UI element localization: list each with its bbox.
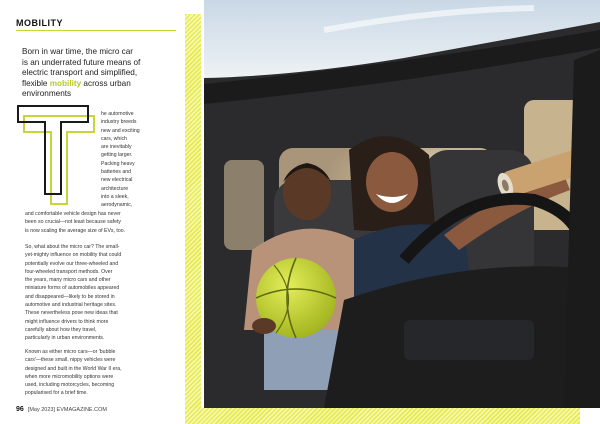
page-number: 96	[16, 406, 24, 413]
text-line: been so crucial—not least because safety	[25, 219, 122, 226]
text-line: cars'—these small, nippy vehicles were	[25, 357, 116, 364]
yellow-stripe-bottom	[185, 408, 580, 424]
text-line: Packing heavy	[101, 160, 135, 167]
intro-line: is an underrated future means of	[22, 57, 141, 67]
text-line: is now scaling the average size of EVs, too.	[25, 227, 126, 234]
body-paragraph-3	[25, 348, 155, 398]
text-line: particularly in urban environments.	[25, 335, 105, 342]
intro-line: environments	[22, 89, 72, 99]
text-line: might influence drivers to think more	[25, 318, 109, 325]
text-line: the years, many micro cars and other	[25, 277, 111, 284]
text-line: Known as either micro cars—or 'bubble	[25, 349, 116, 355]
text-line: popularised for a brief time.	[25, 390, 88, 397]
dropcap-letter-t	[16, 104, 100, 206]
text-line: getting larger.	[101, 152, 133, 159]
text-line: carefully about how they travel,	[25, 326, 97, 333]
yellow-stripe-left	[185, 14, 201, 424]
text-line: So, what about the micro car? The small-	[25, 244, 120, 250]
intro-text: across urban	[81, 78, 131, 88]
text-line: aerodynamic,	[101, 202, 133, 209]
text-line: automotive and industrial heritage sites.	[25, 302, 117, 309]
text-line: potentially evolve our three-wheeled and	[25, 260, 119, 267]
text-line: designed and built in the World War II era,	[25, 365, 122, 372]
photo-couple-in-car	[204, 0, 600, 408]
intro-line: Born in war time, the micro car	[22, 47, 134, 56]
text-line: four-wheeled transport methods. Over	[25, 268, 113, 275]
text-line: and comfortable vehicle design has never	[25, 211, 121, 217]
intro-standfirst	[22, 47, 172, 100]
text-line: miniature forms of automobiles appeared	[25, 285, 120, 292]
section-rule	[16, 30, 176, 31]
text-line: when more micromobility options were	[25, 373, 114, 380]
text-line: new electrical	[101, 177, 133, 184]
text-line: used, including motorcycles, becoming	[25, 382, 115, 389]
dropcap-paragraph	[101, 110, 161, 210]
text-line: new and exciting	[101, 127, 140, 134]
text-line: and disappeared—likely to be stored in	[25, 293, 115, 300]
text-line: architecture	[101, 185, 129, 192]
text-line: industry breeds	[101, 119, 137, 126]
page-footer	[16, 406, 107, 413]
text-line: cars, which	[101, 135, 127, 142]
intro-highlight: mobility	[49, 78, 82, 88]
issue-label: [May 2023] EVMAGAZINE.COM	[27, 407, 107, 413]
body-paragraph-2	[25, 243, 155, 343]
text-line: These nevertheless pose new ideas that	[25, 310, 118, 317]
section-label: MOBILITY	[16, 18, 63, 28]
text-line: he automotive	[101, 111, 134, 117]
text-line: into a sleek,	[101, 193, 129, 200]
intro-text: flexible	[22, 78, 50, 88]
text-line: yet-mighty influence on mobility that could	[25, 252, 122, 259]
intro-line: electric transport and simplified,	[22, 68, 138, 78]
body-paragraph-1	[25, 210, 155, 235]
intro-line	[22, 79, 172, 90]
text-line: are inevitably	[101, 144, 132, 151]
text-line: batteries and	[101, 169, 131, 176]
